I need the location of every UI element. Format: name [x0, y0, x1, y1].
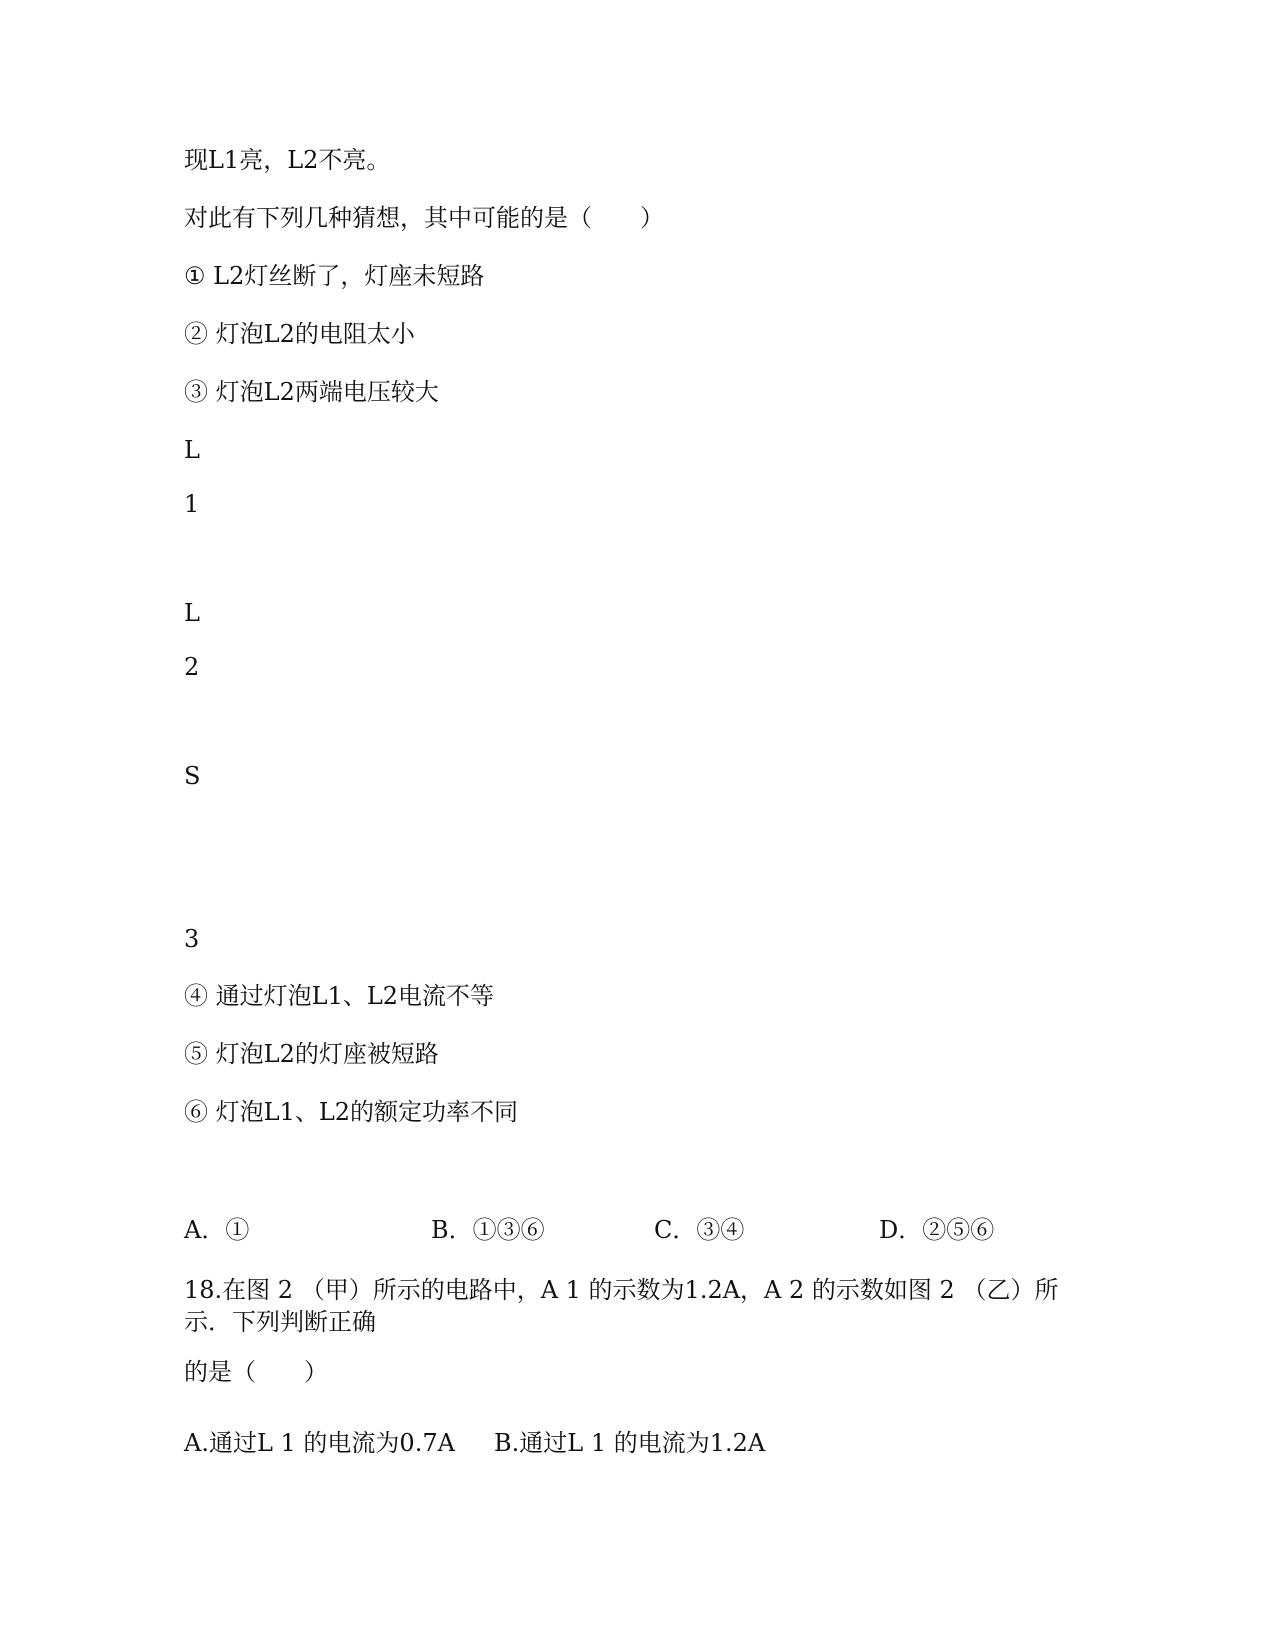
guess-4: ④ 通过灯泡L1、L2电流不等	[184, 982, 495, 1010]
question-18-text: 18.在图 2 （甲）所示的电路中，A 1 的示数为1.2A，A 2 的示数如图 2 （乙）所示．下列判断正确	[184, 1276, 1059, 1336]
question-18-continuation: 的是（ ）	[184, 1358, 328, 1386]
q18-option-b: B.通过L 1 的电流为1.2A	[494, 1429, 766, 1457]
figure-label-s: S	[184, 762, 201, 790]
question-18-options	[184, 1428, 765, 1458]
answer-options	[184, 1215, 1084, 1245]
figure-label-1: 1	[184, 490, 200, 518]
guess-6: ⑥ 灯泡L1、L2的额定功率不同	[184, 1098, 519, 1126]
guess-5: ⑤ 灯泡L2的灯座被短路	[184, 1040, 439, 1068]
guess-1: ① L2灯丝断了，灯座未短路	[184, 262, 485, 290]
option-d: D．②⑤⑥	[879, 1216, 995, 1244]
guess-3: ③ 灯泡L2两端电压较大	[184, 378, 439, 406]
question-prompt: 对此有下列几种猜想，其中可能的是（ ）	[184, 204, 664, 232]
figure-label-2: 2	[184, 653, 200, 681]
guess-2: ② 灯泡L2的电阻太小	[184, 320, 415, 348]
option-a: A．①	[184, 1216, 250, 1244]
figure-label-3: 3	[184, 925, 200, 953]
figure-label-l: L	[184, 436, 200, 464]
option-c: C．③④	[654, 1216, 745, 1244]
figure-label-l: L	[184, 599, 200, 627]
q18-option-a: A.通过L 1 的电流为0.7A	[184, 1429, 455, 1457]
option-b: B．①③⑥	[431, 1216, 545, 1244]
text-line-observation: 现L1亮，L2不亮。	[184, 146, 391, 174]
